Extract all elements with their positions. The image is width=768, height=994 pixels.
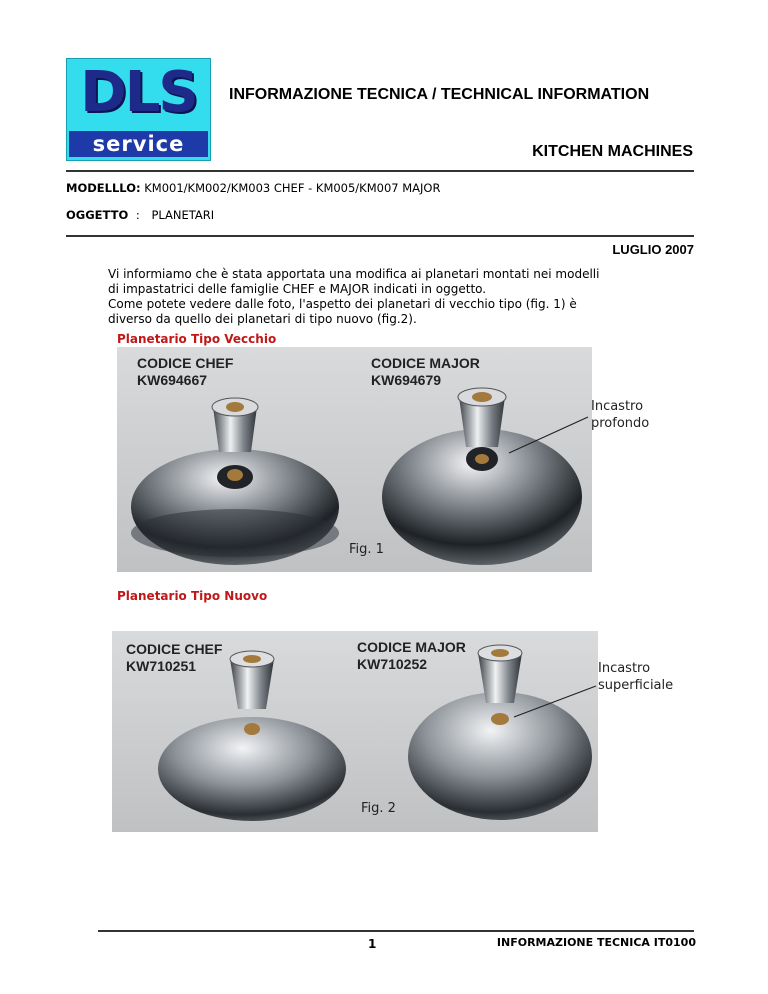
model-line	[66, 181, 440, 195]
logo-service-bar: service	[69, 131, 208, 157]
fig1-note	[591, 398, 649, 432]
dls-service-logo	[66, 58, 211, 161]
fig1-chef-label-text: CODICE CHEF	[137, 355, 234, 371]
fig2-major-code: KW710252	[357, 656, 428, 672]
fig1-major-code: KW694679	[371, 372, 442, 388]
fig1-major-label-text: CODICE MAJOR	[371, 355, 480, 371]
intro-paragraph	[108, 267, 668, 327]
fig2-note-line1: Incastro	[598, 661, 651, 676]
fig2-heading: Planetario Tipo Nuovo	[117, 589, 268, 603]
fig2-chef-label	[126, 641, 222, 675]
document-date: LUGLIO 2007	[612, 242, 694, 257]
fig2-note-line2: superficiale	[598, 678, 674, 693]
fig2-note	[598, 660, 673, 694]
major-dome	[408, 692, 592, 820]
footer-divider	[98, 930, 694, 932]
fig2-chef-code: KW710251	[126, 658, 197, 674]
fig1-note-line2: profondo	[591, 416, 650, 431]
meta-divider	[66, 235, 694, 237]
fig2-photo	[112, 631, 598, 832]
paragraph-line: Come potete vedere dalle foto, l'aspetto dei planetari di vecchio tipo (fig. 1) è	[108, 297, 577, 311]
logo-letters: DLS	[80, 60, 197, 125]
fig1-photo	[117, 347, 592, 572]
subject-line	[66, 208, 214, 222]
fig1-note-line1: Incastro	[591, 399, 644, 414]
subject-separator: :	[135, 208, 140, 222]
header-divider	[66, 170, 694, 172]
paragraph-line: Vi informiamo che è stata apportata una modifica ai planetari montati nei modelli	[108, 267, 600, 281]
fig1-heading: Planetario Tipo Vecchio	[117, 332, 277, 346]
model-value: KM001/KM002/KM003 CHEF - KM005/KM007 MAJOR	[144, 181, 441, 195]
subject-label: OGGETTO	[66, 208, 129, 222]
model-label: MODELLLO:	[66, 181, 141, 195]
footer-doc-id: INFORMAZIONE TECNICA IT0100	[496, 936, 696, 949]
fig1-major-label	[371, 355, 480, 389]
fig1-caption: Fig. 1	[349, 542, 384, 557]
fig1-chef-label	[137, 355, 233, 389]
paragraph-line: di impastatrici delle famiglie CHEF e MAJOR indicati in oggetto.	[108, 282, 487, 296]
fig2-caption: Fig. 2	[361, 801, 396, 816]
page-number: 1	[368, 937, 377, 951]
fig2-major-label-text: CODICE MAJOR	[357, 639, 466, 655]
document-subtitle: KITCHEN MACHINES	[532, 143, 693, 160]
fig2-chef-label-text: CODICE CHEF	[126, 641, 223, 657]
subject-value: PLANETARI	[151, 208, 215, 222]
fig2-major-label	[357, 639, 466, 673]
document-title: INFORMAZIONE TECNICA / TECHNICAL INFORMATION	[229, 86, 650, 103]
fig1-chef-code: KW694667	[137, 372, 208, 388]
paragraph-line: diverso da quello dei planetari di tipo nuovo (fig.2).	[108, 312, 417, 326]
